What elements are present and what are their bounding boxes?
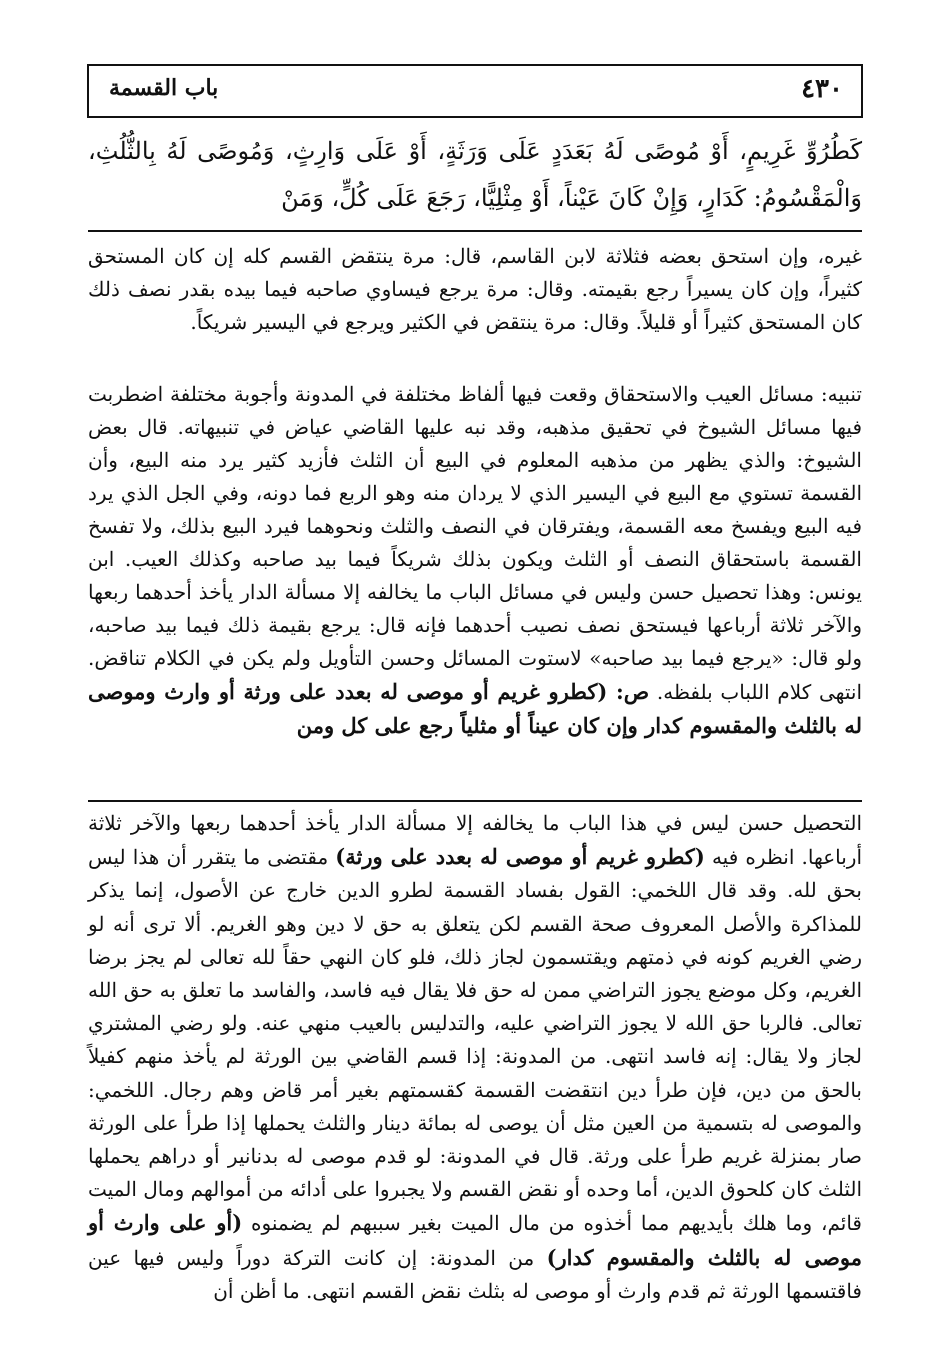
commentary-paragraph-c: من المدونة: إن كانت التركة دوراً وليس فيها عين فاقتسمها الورثة ثم قدم وارث أو موصى له بثلث نقض القسم انتهى. ما أظن أن [88,1245,862,1303]
commentary-section-1: غيره، وإن استحق بعضه فثلاثة لابن القاسم، قال: مرة ينتقض القسم كله إن كان المستحق كثيراً، وإن كان يسيراً رجع بقيمته. وقال: مرة يرجع فيساوي صاحبه فيما بيده بقدر نصف ذلك كان المستحق كثيراً أو قليلاً. وقال: مرة ينتقض في الكثير ويرجع في اليسير شريكاً. [88,244,862,334]
commentary-section-2 [88,378,862,743]
commentary-section-3 [88,807,862,1308]
matn-quote-inline: (كطرو غريم أو موصى له بعدد على ورثة) [335,844,705,870]
matn-text: كَطُرُوِّ غَرِيمٍ، أَوْ مُوصًى لَهُ بَعَدَدٍ عَلَى وَرَثَةٍ، أَوْ عَلَى وَارِثٍ، وَمُوصًى لَهُ بِالثُّلُثِ، وَالْمَقْسُومُ: كَدَارٍ، وَإِنْ كَانَ عَيْناً، أَوْ مِثْلِيًّا، رَجَعَ عَلَى كُلٍّ، وَمَنْ [88,137,862,212]
divider-line-2 [88,800,862,802]
matn-quote-inline-2: (أو على وارث أو موصى له بالثلث والمقسوم كدار) [88,1210,863,1270]
chapter-title: باب القسمة [109,75,219,101]
commentary-paragraph-b: مقتضى ما يتقرر أن هذا ليس بحق لله. وقد قال اللخمي: القول بفساد القسمة لطرو الدين خارج عن الأصول، إنما يذكر للمذاكرة والأصل المعروف صحة القسم لكن يتعلق به حق لا دين وهو الغريم. ألا ترى أنه لو رضي الغريم كونه في ذمتهم ويقتسمون لجاز ذلك، فلو كان النهي حقاً لله تعالى لم يجز برضا الغريم، وكل موضع يجوز التراضي ممن له حق فلا يقال فيه فاسد، والفاسد ما تعلق به حق الله تعالى. فالربا حق الله لا يجوز التراضي عليه، والتدليس بالعيب منهي عنه. ولو رضي المشتري لجاز ولا يقال: إنه فاسد انتهى. من المدونة: إذا قسم القاضي بين الورثة لم يأخذ منهم كفيلاً بالحق من دين، فإن طرأ دين انتقضت القسمة كقسمتهم بغير أمر قاض وهم رجال. اللخمي: والموصى له بتسمية من العين مثل أن يوصى له بمائة دينار والثلث يحملها إذا طرأ على الورثة صار بمنزلة غريم طرأ على ورثة. قال في المدونة: لو قدم موصى له بدنانير أو دراهم يحملها الثلث كان كلحوق الدين، أما وحده أو نقض القسم ولا يجبروا على أدائه من أموالهم ومال الميت قائم، وما هلك بأيديهم مما أخذوه من مال الميت بغير سببهم لم يضمنوه [88,845,862,1236]
commentary-paragraph-a: التحصيل حسن ليس في هذا الباب ما يخالفه إلا مسألة الدار يأخذ أحدهما ربعها والآخر ثلاثة أرباعها. انظره فيه [88,811,863,870]
divider-line [88,230,862,232]
matn-quote: ص: (كطرو غريم أو موصى له بعدد على ورثة أو وارث وموصى له بالثلث والمقسوم كدار وإن كان عيناً أو مثلياً رجع على كل ومن [88,679,862,738]
commentary-paragraph: تنبيه: مسائل العيب والاستحقاق وقعت فيها ألفاظ مختلفة في المدونة وأجوبة مختلفة اضطربت فيها مسائل الشيوخ في تحقيق مذهبه، وقد نبه عليها القاضي عياض في تنبيهاته. قال بعض الشيوخ: والذي يظهر من مذهبه المعلوم في البيع أن الثلث فأزيد كثير يرد منه البيع، وأن القسمة تستوي مع البيع في اليسير الذي لا يردان منه وهو الربع فما دونه، وفي الجل الذي يرد فيه البيع ويفسخ معه القسمة، ويفترقان في النصف والثلث ونحوهما فيرد البيع بذلك، ولا تفسخ القسمة باستحقاق النصف أو الثلث ويكون بذلك شريكاً فيما بيد صاحبه وكذلك العيب. ابن يونس: وهذا تحصيل حسن وليس في مسائل الباب ما يخالفه إلا مسألة الدار يأخذ أحدهما ربعها والآخر ثلاثة أرباعها فيستحق نصف نصيب أحدهما فإنه قال: يرجع بقيمة ذلك فيما بيد صاحبه، ولو قال: «يرجع فيما بيد صاحبه» لاستوت المسائل وحسن التأويل ولم يكن في الكلام تناقض. انتهى كلام اللباب بلفظه. [88,382,863,704]
page-number: ٤٣٠ [801,74,843,104]
page-header [87,64,863,118]
